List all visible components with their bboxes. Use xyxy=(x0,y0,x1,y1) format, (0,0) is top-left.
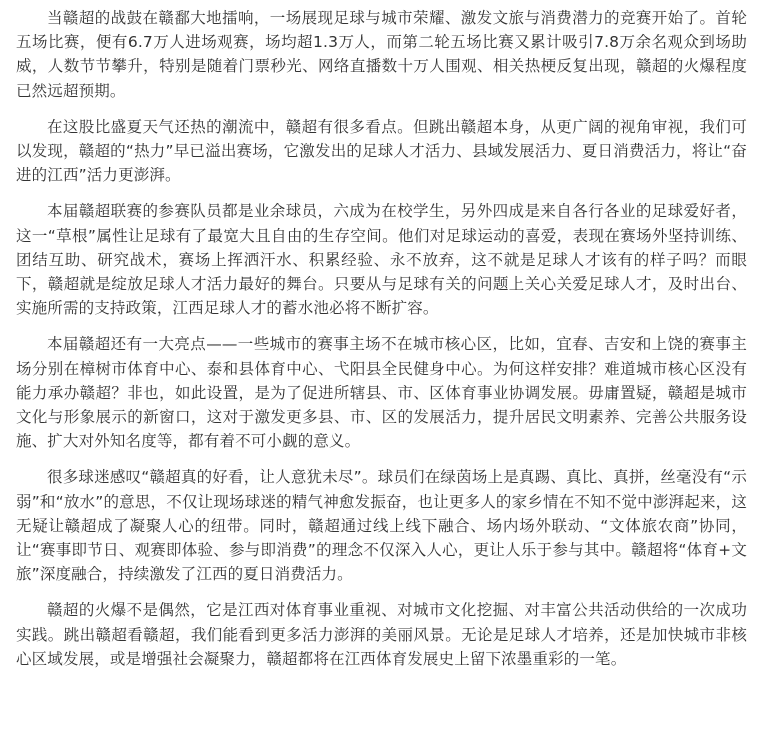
paragraph-1: 当赣超的战鼓在赣鄱大地擂响，一场展现足球与城市荣耀、激发文旅与消费潜力的竞赛开始了。首轮五场比赛，便有6.7万人进场观赛，场均超1.3万人，而第二轮五场比赛又累计吸引7.8万余名观众到场助威，人数节节攀升，特别是随着门票秒光、网络直播数十万人围观、相关热梗反复出现，赣超的火爆程度已然远超预期。 xyxy=(16,9,747,100)
paragraph-2: 在这股比盛夏天气还热的潮流中，赣超有很多看点。但跳出赣超本身，从更广阔的视角审视，我们可以发现，赣超的“热力”早已溢出赛场，它激发出的足球人才活力、县域发展活力、夏日消费活力，将让“奋进的江西”活力更澎湃。 xyxy=(16,117,747,185)
paragraph-6: 赣超的火爆不是偶然，它是江西对体育事业重视、对城市文化挖掘、对丰富公共活动供给的一次成功实践。跳出赣超看赣超，我们能看到更多活力澎湃的美丽风景。无论是足球人才培养，还是加快城市非核心区域发展，或是增强社会凝聚力，赣超都将在江西体育发展史上留下浓墨重彩的一笔。 xyxy=(16,601,747,668)
paragraph-3: 本届赣超联赛的参赛队员都是业余球员，六成为在校学生，另外四成是来自各行各业的足球爱好者，这一“草根”属性让足球有了最宽大且自由的生存空间。他们对足球运动的喜爱，表现在赛场外坚持训练、团结互助、研究战术，赛场上挥洒汗水、积累经验、永不放弃，这不就是足球人才该有的样子吗？而眼下，赣超就是绽放足球人才活力最好的舞台。只要从与足球有关的问题上关心关爱足球人才，及时出台、实施所需的支持政策，江西足球人才的蓄水池必将不断扩容。 xyxy=(16,202,747,318)
paragraph-5: 很多球迷感叹“赣超真的好看，让人意犹未尽”。球员们在绿茵场上是真踢、真比、真拼，丝毫没有“示弱”和“放水”的意思，不仅让现场球迷的精气神愈发振奋，也让更多人的家乡情在不知不觉中澎湃起来，这无疑让赣超成了凝聚人心的纽带。同时，赣超通过线上线下融合、场内场外联动、“文体旅农商”协同，让“赛事即节日、观赛即体验、参与即消费”的理念不仅深入人心，更让人乐于参与其中。赣超将“体育+文旅”深度融合，持续激发了江西的夏日消费活力。 xyxy=(16,468,747,584)
paragraph-4: 本届赣超还有一大亮点——一些城市的赛事主场不在城市核心区，比如，宜春、吉安和上饶的赛事主场分别在樟树市体育中心、泰和县体育中心、弋阳县全民健身中心。为何这样安排？难道城市核心区没有能力承办赣超？非也，如此设置，是为了促进所辖县、市、区体育事业协调发展。毋庸置疑，赣超是城市文化与形象展示的新窗口，这对于激发更多县、市、区的发展活力，提升居民文明素养、完善公共服务设施、扩大对外知名度等，都有着不可小觑的意义。 xyxy=(16,335,747,451)
